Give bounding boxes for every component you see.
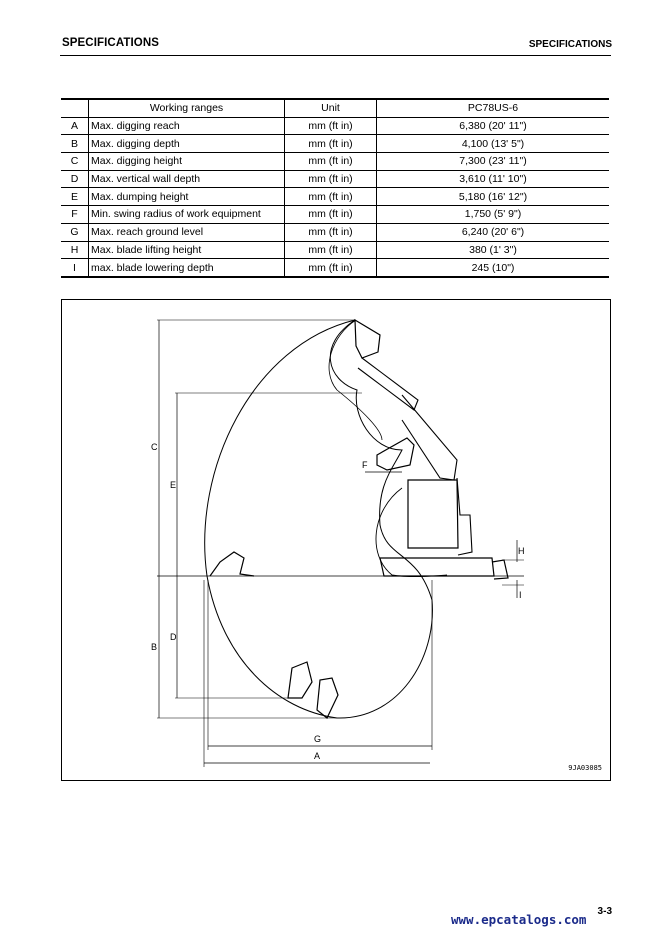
row-unit: mm (ft in) — [285, 241, 377, 259]
row-key: G — [61, 223, 89, 241]
table-header-row — [61, 99, 609, 117]
row-value: 6,240 (20' 6") — [377, 223, 610, 241]
row-value: 4,100 (13' 5") — [377, 135, 610, 153]
row-key: C — [61, 153, 89, 171]
watermark-link[interactable]: www.epcatalogs.com — [451, 912, 587, 927]
row-value: 245 (10") — [377, 259, 610, 277]
table-row — [61, 117, 609, 135]
table-row — [61, 153, 609, 171]
row-key: F — [61, 206, 89, 224]
label-b: B — [151, 642, 158, 652]
row-label: Max. vertical wall depth — [89, 170, 285, 188]
row-key: A — [61, 117, 89, 135]
working-range-diagram — [61, 299, 611, 781]
working-envelope — [205, 320, 433, 718]
label-h: H — [518, 546, 525, 556]
row-unit: mm (ft in) — [285, 170, 377, 188]
row-unit: mm (ft in) — [285, 223, 377, 241]
label-g: G — [314, 734, 322, 744]
page-number: 3-3 — [597, 906, 612, 917]
row-label: Min. swing radius of work equipment — [89, 206, 285, 224]
header-divider — [60, 55, 611, 56]
row-value: 380 (1' 3") — [377, 241, 610, 259]
column-header-unit: Unit — [285, 99, 377, 117]
table-row — [61, 135, 609, 153]
row-label: Max. digging reach — [89, 117, 285, 135]
working-range-drawing — [62, 300, 612, 782]
row-label: max. blade lowering depth — [89, 259, 285, 277]
row-unit: mm (ft in) — [285, 206, 377, 224]
undercarriage — [380, 558, 494, 576]
label-c: C — [151, 442, 158, 452]
column-header-working-ranges: Working ranges — [89, 99, 285, 117]
column-header-model: PC78US-6 — [377, 99, 610, 117]
label-a: A — [314, 751, 321, 761]
label-d: D — [170, 632, 177, 642]
figure-code: 9JA03085 — [568, 764, 602, 772]
table-row — [61, 223, 609, 241]
row-unit: mm (ft in) — [285, 153, 377, 171]
row-value: 1,750 (5' 9") — [377, 206, 610, 224]
row-label: Max. digging height — [89, 153, 285, 171]
row-value: 3,610 (11' 10") — [377, 170, 610, 188]
excavator-arm — [358, 358, 418, 410]
section-title-left: SPECIFICATIONS — [62, 37, 160, 49]
table-row — [61, 259, 609, 277]
row-label: Max. dumping height — [89, 188, 285, 206]
row-value: 6,380 (20' 11") — [377, 117, 610, 135]
table-row — [61, 206, 609, 224]
row-value: 7,300 (23' 11") — [377, 153, 610, 171]
row-unit: mm (ft in) — [285, 117, 377, 135]
dump-bucket — [377, 438, 414, 470]
top-bucket — [355, 320, 380, 358]
ground-bucket — [210, 552, 254, 576]
counterweight-curve — [376, 488, 447, 577]
upper-structure — [457, 478, 472, 555]
column-header-key — [61, 99, 89, 117]
table-row — [61, 188, 609, 206]
row-key: B — [61, 135, 89, 153]
row-label: Max. blade lifting height — [89, 241, 285, 259]
row-key: D — [61, 170, 89, 188]
deep-bucket-right — [317, 678, 338, 718]
row-key: E — [61, 188, 89, 206]
row-unit: mm (ft in) — [285, 188, 377, 206]
row-value: 5,180 (16' 12") — [377, 188, 610, 206]
row-label: Max. reach ground level — [89, 223, 285, 241]
row-unit: mm (ft in) — [285, 259, 377, 277]
table-row — [61, 241, 609, 259]
table-row — [61, 170, 609, 188]
row-unit: mm (ft in) — [285, 135, 377, 153]
deep-bucket-left — [288, 662, 312, 698]
label-e: E — [170, 480, 177, 490]
label-f: F — [362, 460, 368, 470]
label-i: I — [519, 590, 522, 600]
section-title-right: SPECIFICATIONS — [528, 39, 612, 50]
row-key: I — [61, 259, 89, 277]
cab — [408, 480, 458, 548]
working-ranges-table — [61, 98, 609, 278]
row-key: H — [61, 241, 89, 259]
row-label: Max. digging depth — [89, 135, 285, 153]
